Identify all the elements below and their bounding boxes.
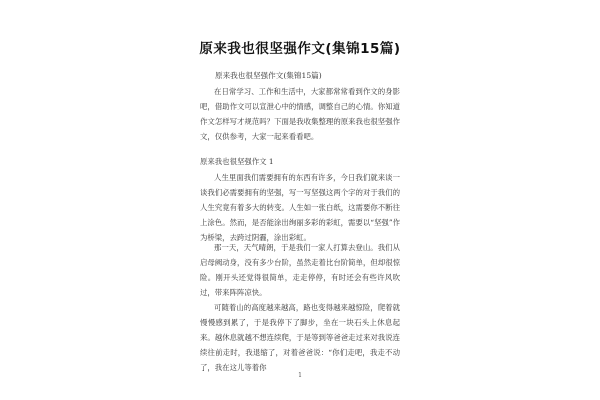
body-paragraph-3: 可随着山的高度越来越高，路也变得越来越惊险，爬着就慢慢感到累了，于是我停下了脚步，坐在一块石头上休息起来。越休息就越不想连续爬，于是等到等爸爸走过来对我说连续往前走时，我退缩了，对着爸爸说：“你们走吧，我走不动了，我在这儿等着你 bbox=[200, 303, 400, 372]
section-title: 原来我也很坚强作文 1 bbox=[200, 157, 274, 166]
document-subtitle: 原来我也很坚强作文(集锦15篇) bbox=[215, 71, 322, 80]
intro-paragraph: 在日常学习、工作和生活中，大家都常常看到作文的身影吧，借助作文可以宣泄心中的情感，调整自己的心情。你知道作文怎样写才规范吗？下面是我收集整理的原来我也很坚强作文，仅供参考，大家一起来看看吧。 bbox=[200, 87, 400, 141]
document-title: 原来我也很坚强作文(集锦15篇) bbox=[199, 41, 401, 57]
page-number: 1 bbox=[298, 372, 302, 379]
body-paragraph-1: 人生里面我们需要拥有的东西有许多，今日我们就来谈一谈我们必需要拥有的坚强，写一写坚强这两个字的对于我们的人生究竟有着多大的转变。人生如一张白纸，这需要你不断往上涂色。然而，是否能涂出绚丽多彩的彩虹，需要以“坚强”作为桥梁，去跨过阴霾，涂出彩虹。 bbox=[200, 173, 400, 242]
body-paragraph-2: 那一天，天气晴朗，于是我们一家人打算去登山。我们从启母阙动身，没有多少台阶，虽然走着比台阶简单，但却很惊险。刚开头还觉得很简单，走走停停，有时还会有些许风吹过，带来阵阵凉快。 bbox=[200, 243, 400, 297]
